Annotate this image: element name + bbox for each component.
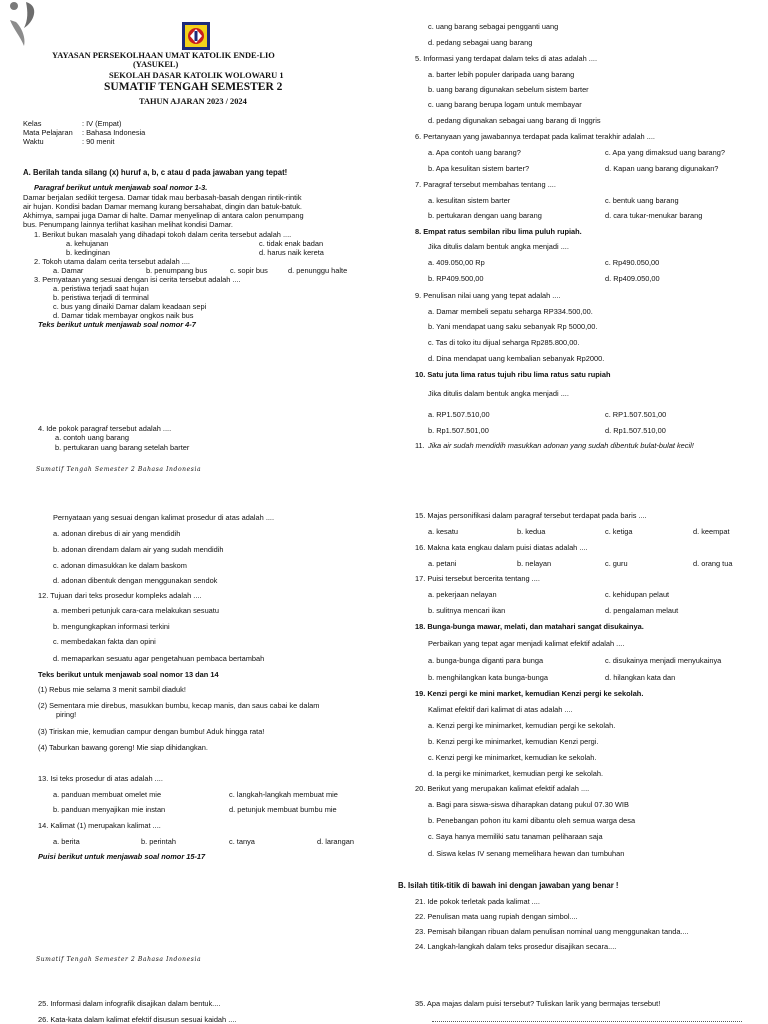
procedure-step: (2) Sementara mie direbus, masukkan bumbu, kecap manis, dan saus cabai ke dalam [38,701,320,710]
option: b. panduan menyajikan mie instan [53,805,166,814]
option: a. peristiwa terjadi saat hujan [53,284,149,293]
option: a. kesatu [428,527,458,536]
option: a. kehujanan [66,239,109,248]
question-8: 8. Empat ratus sembilan ribu lima puluh rupiah. [415,227,582,236]
option: d. larangan [317,837,354,846]
option: c. sopir bus [230,266,268,275]
option: c. adonan dimasukkan ke dalam baskom [53,561,187,570]
question-18-sub: Perbaikan yang tepat agar menjadi kalimat efektif adalah .... [428,639,625,648]
option: c. bus yang dinaiki Damar dalam keadaan sepi [53,302,207,311]
question-11-number: 11. [415,441,425,450]
section-b-title: B. Isilah titik-titik di bawah ini dengan jawaban yang benar ! [398,881,619,890]
option: a. Bagi para siswa-siswa diharapkan datang pukul 07.30 WIB [428,800,629,809]
option: b. kedinginan [66,248,110,257]
question-11-text: Jika air sudah mendidih masukkan adonan yang sudah dibentuk bulat-bulat kecil! [428,441,694,450]
question-22: 22. Penulisan mata uang rupiah dengan simbol.... [415,912,578,921]
question-7: 7. Paragraf tersebut membahas tentang .... [415,180,556,189]
question-35: 35. Apa majas dalam puisi tersebut? Tuliskan larik yang bermajas tersebut! [415,999,661,1008]
question-20: 20. Berikut yang merupakan kalimat efektif adalah .... [415,784,590,793]
option: c. disukainya menjadi menyukainya [605,656,722,665]
question-12: 12. Tujuan dari teks prosedur kompleks adalah .... [38,591,202,600]
option: c. membedakan fakta dan opini [53,637,156,646]
option: d. cara tukar-menukar barang [605,211,703,220]
option: a. bunga-bunga diganti para bunga [428,656,544,665]
option: a. memberi petunjuk cara-cara melakukan sesuatu [53,606,219,615]
question-10: 10. Satu juta lima ratus tujuh ribu lima ratus satu rupiah [415,370,611,379]
question-10-sub: Jika ditulis dalam bentuk angka menjadi .... [428,389,569,398]
option: c. Apa yang dimaksud uang barang? [605,148,725,157]
paragraph-heading: Paragraf berikut untuk menjawab soal nomor 1-3. [34,183,208,192]
kelas-value: : IV (Empat) [82,119,122,128]
option: a. RP1.507.510,00 [428,410,490,419]
option: a. Damar membeli sepatu seharga RP334.500,00. [428,307,593,316]
option: b. Apa kesulitan sistem barter? [428,164,530,173]
option: c. uang barang sebagai pengganti uang [428,22,559,31]
option: b. menghilangkan kata bunga-bunga [428,673,548,682]
text-heading-13-14: Teks berikut untuk menjawab soal nomor 13 dan 14 [38,670,219,679]
paragraph-line: Akhirnya, sampai juga Damar di halte. Damar menyelinap di antara calon penumpang [23,211,304,220]
question-15: 15. Majas personifikasi dalam paragraf tersebut terdapat pada baris .... [415,511,647,520]
option: d. harus naik kereta [259,248,324,257]
option: c. tidak enak badan [259,239,324,248]
procedure-step: (1) Rebus mie selama 3 menit sambil diaduk! [38,685,186,694]
option: b. nelayan [517,559,552,568]
option: c. langkah-langkah membuat mie [229,790,338,799]
option: a. barter lebih populer daripada uang barang [428,70,575,79]
question-19: 19. Kenzi pergi ke mini market, kemudian Kenzi pergi ke sekolah. [415,689,644,698]
option: c. bentuk uang barang [605,196,679,205]
mapel-label: Mata Pelajaran [23,128,73,137]
option: c. Rp490.050,00 [605,258,660,267]
option: d. penunggu halte [288,266,348,275]
paragraph-line: bus. Penumpang lainnya terlihat kasihan melihat kondisi Damar. [23,220,233,229]
option: b. uang barang digunakan sebelum sistem barter [428,85,589,94]
option: b. penumpang bus [146,266,208,275]
question-3: 3. Pernyataan yang sesuai dengan isi cerita tersebut adalah .... [34,275,241,284]
watermark-logo [4,0,44,50]
option: c. Kenzi pergi ke minimarket, kemudian ke sekolah. [428,753,597,762]
school-year: TAHUN AJARAN 2023 / 2024 [139,97,247,106]
option: b. Kenzi pergi ke minimarket, kemudian Kenzi pergi. [428,737,599,746]
option: d. adonan dibentuk dengan menggunakan sendok [53,576,218,585]
option: c. uang barang berupa logam untuk membayar [428,100,582,109]
procedure-step: piring! [56,710,77,719]
question-8-sub: Jika ditulis dalam bentuk angka menjadi .... [428,242,569,251]
yasukel: (YASUKEL) [133,60,179,69]
yayasan-name: YAYASAN PERSEKOLHAAN UMAT KATOLIK ENDE-LIO [52,51,275,60]
option: b. Penebangan pohon itu kami dibantu oleh semua warga desa [428,816,636,825]
question-24: 24. Langkah-langkah dalam teks prosedur disajikan secara.... [415,942,617,951]
waktu-label: Waktu [23,137,44,146]
option: b. sulitnya mencari ikan [428,606,506,615]
option: d. Ia pergi ke minimarket, kemudian pergi ke sekolah. [428,769,603,778]
procedure-step: (3) Tiriskan mie, kemudian campur dengan bumbu! Aduk hingga rata! [38,727,265,736]
option: a. 409.050,00 Rp [428,258,485,267]
page-footer: Sumatif Tengah Semester 2 Bahasa Indonesia [36,466,202,473]
question-14: 14. Kalimat (1) merupakan kalimat .... [38,821,161,830]
option: a. berita [53,837,80,846]
question-13: 13. Isi teks prosedur di atas adalah .... [38,774,163,783]
option: d. orang tua [693,559,733,568]
option: d. Siswa kelas IV senang memelihara hewan dan tumbuhan [428,849,625,858]
question-19-sub: Kalimat efektif dari kalimat di atas adalah .... [428,705,573,714]
option: c. kehidupan pelaut [605,590,670,599]
poem-heading: Puisi berikut untuk menjawab soal nomor 15-17 [38,852,206,861]
option: d. petunjuk membuat bumbu mie [229,805,337,814]
option: b. mengungkapkan informasi terkini [53,622,170,631]
option: a. contoh uang barang [55,433,129,442]
option: b. RP409.500,00 [428,274,484,283]
option: c. tanya [229,837,255,846]
question-1: 1. Berikut bukan masalah yang dihadapi tokoh dalam cerita tersebut adalah .... [34,230,292,239]
option: d. pedang digunakan sebagai uang barang di Inggris [428,116,601,125]
paragraph-line: air hujan. Kondisi badan Damar memang kurang bersahabat, dingin dan batuk-batuk. [23,202,302,211]
option: d. memaparkan sesuatu agar pengetahuan pembaca bertambah [53,654,265,663]
question-4: 4. Ide pokok paragraf tersebut adalah .... [38,424,172,433]
option: b. Rp1.507.501,00 [428,426,489,435]
school-name: SEKOLAH DASAR KATOLIK WOLOWARU 1 [109,71,284,80]
option: b. adonan direndam dalam air yang sudah mendidih [53,545,224,554]
answer-line [432,1021,742,1022]
question-21: 21. Ide pokok terletak pada kalimat .... [415,897,540,906]
option: a. Kenzi pergi ke minimarket, kemudian pergi ke sekolah. [428,721,616,730]
option: c. guru [605,559,628,568]
text-heading-4-7: Teks berikut untuk menjawab soal nomor 4-7 [38,320,196,329]
option: d. Rp1.507.510,00 [605,426,666,435]
question-6: 6. Pertanyaan yang jawabannya terdapat pada kalimat terakhir adalah .... [415,132,655,141]
option: a. panduan membuat omelet mie [53,790,162,799]
option: b. pertukaran uang barang setelah barter [55,443,190,452]
option: a. pekerjaan nelayan [428,590,497,599]
paragraph-line: Damar berjalan sedikit tergesa. Damar tidak mau berbasah-basah dengan rintik-rintik [23,193,302,202]
option: d. pengalaman melaut [605,606,679,615]
option: d. Damar tidak membayar ongkos naik bus [53,311,194,320]
option: a. Apa contoh uang barang? [428,148,521,157]
option: a. Damar [53,266,84,275]
question-16: 16. Makna kata engkau dalam puisi diatas adalah .... [415,543,588,552]
option: d. pedang sebagai uang barang [428,38,533,47]
option: c. ketiga [605,527,633,536]
question-26: 26. Kata-kata dalam kalimat efektif disusun sesuai kaidah .... [38,1015,237,1024]
option: b. Yani mendapat uang saku sebanyak Rp 5000,00. [428,322,598,331]
option: b. peristiwa terjadi di terminal [53,293,149,302]
question-5: 5. Informasi yang terdapat dalam teks di atas adalah .... [415,54,597,63]
school-logo [181,21,211,51]
question-9: 9. Penulisan nilai uang yang tepat adalah .... [415,291,561,300]
option: d. Kapan uang barang digunakan? [605,164,719,173]
mapel-value: : Bahasa Indonesia [82,128,146,137]
question-11-stem: Pernyataan yang sesuai dengan kalimat prosedur di atas adalah .... [53,513,275,522]
page-footer: Sumatif Tengah Semester 2 Bahasa Indonesia [36,956,202,963]
section-a-title: A. Berilah tanda silang (x) huruf a, b, c atau d pada jawaban yang tepat! [23,168,288,177]
question-17: 17. Puisi tersebut bercerita tentang .... [415,574,540,583]
question-25: 25. Informasi dalam infografik disajikan dalam bentuk.... [38,999,221,1008]
option: d. hilangkan kata dan [605,673,676,682]
option: c. Saya hanya memiliki satu tanaman peliharaan saja [428,832,603,841]
option: b. pertukaran dengan uang barang [428,211,542,220]
page-title: SUMATIF TENGAH SEMESTER 2 [104,81,283,93]
waktu-value: : 90 menit [82,137,115,146]
option: d. Rp409.050,00 [605,274,660,283]
procedure-step: (4) Taburkan bawang goreng! Mie siap dihidangkan. [38,743,208,752]
option: d. Dina mendapat uang kembalian sebanyak Rp2000. [428,354,605,363]
option: d. keempat [693,527,730,536]
option: a. petani [428,559,457,568]
option: b. kedua [517,527,546,536]
question-23: 23. Pemisah bilangan ribuan dalam penulisan nominal uang menggunakan tanda.... [415,927,689,936]
question-2: 2. Tokoh utama dalam cerita tersebut adalah .... [34,257,190,266]
option: a. kesulitan sistem barter [428,196,511,205]
question-18: 18. Bunga-bunga mawar, melati, dan matahari sangat disukainya. [415,622,644,631]
kelas-label: Kelas [23,119,42,128]
option: c. Tas di toko itu dijual seharga Rp285.800,00. [428,338,580,347]
option: c. RP1.507.501,00 [605,410,667,419]
option: a. adonan direbus di air yang mendidih [53,529,181,538]
option: b. perintah [141,837,176,846]
